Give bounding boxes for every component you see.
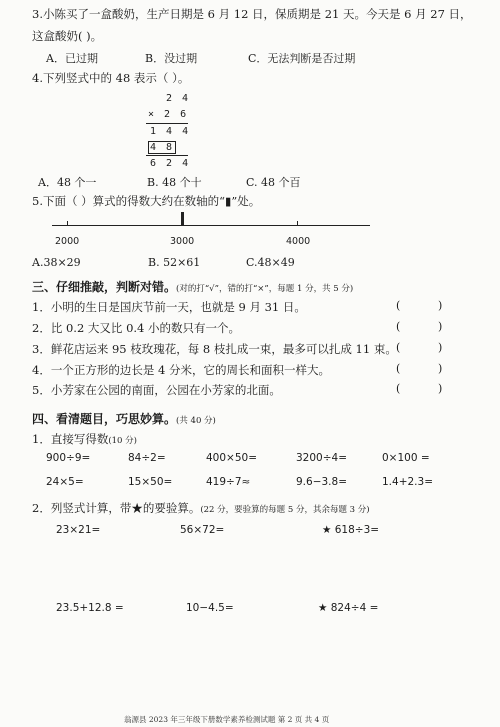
calc-item: 10−4.5= bbox=[186, 602, 234, 614]
calc-item: 9.6−3.8= bbox=[296, 476, 347, 488]
calc-item: 1.4+2.3= bbox=[382, 476, 433, 488]
vertical-rule-2 bbox=[146, 155, 188, 156]
vertical-row-4-boxed: 4 8 bbox=[150, 142, 175, 153]
calc-item: 400×50= bbox=[206, 452, 257, 464]
q5-option-c: C.48×49 bbox=[246, 256, 295, 269]
sub1-title bbox=[32, 431, 137, 447]
judge-item-2: 2．比 0.2 大又比 0.4 小的数只有一个。 bbox=[32, 321, 241, 335]
vertical-rule-1 bbox=[146, 123, 188, 124]
calc-item: 3200÷4= bbox=[296, 452, 347, 464]
calc-item: 0×100 = bbox=[382, 452, 430, 464]
section-3-title bbox=[32, 278, 353, 295]
q3-option-c: C．无法判断是否过期 bbox=[248, 52, 356, 65]
section-4-note: (共 40 分) bbox=[176, 416, 216, 426]
q5-option-b: B. 52×61 bbox=[148, 256, 201, 269]
q5-option-a: A.38×29 bbox=[32, 256, 81, 269]
tick-2000 bbox=[67, 221, 68, 226]
paren-close-2: ) bbox=[438, 320, 443, 333]
tick-4000 bbox=[297, 221, 298, 226]
section-3-heading: 三、仔细推敲，判断对错。 bbox=[32, 280, 177, 294]
calc-item: 23×21= bbox=[56, 524, 101, 536]
q4-option-c: C. 48 个百 bbox=[246, 176, 301, 189]
sub1-heading: 1．直接写得数 bbox=[32, 432, 109, 446]
calc-item: 15×50= bbox=[128, 476, 173, 488]
calc-item: ★ 618÷3= bbox=[322, 524, 380, 536]
tick-label-4000: 4000 bbox=[286, 236, 311, 247]
paren-close-4: ) bbox=[438, 362, 443, 375]
vertical-row-2: × 2 6 bbox=[148, 109, 189, 120]
paren-open-2: ( bbox=[396, 320, 401, 333]
sub2-heading: 2．列竖式计算，带★的要验算。 bbox=[32, 501, 201, 515]
sub1-note: (10 分) bbox=[108, 436, 137, 446]
paren-open-4: ( bbox=[396, 362, 401, 375]
calc-item: 84÷2= bbox=[128, 452, 166, 464]
q3-option-b: B．没过期 bbox=[145, 52, 198, 65]
vertical-row-5: 6 2 4 bbox=[150, 158, 191, 169]
tick-label-3000: 3000 bbox=[170, 236, 195, 247]
paren-open-1: ( bbox=[396, 299, 401, 312]
calc-item: ★ 824÷4 = bbox=[318, 602, 379, 614]
paren-close-1: ) bbox=[438, 299, 443, 312]
sub2-title bbox=[32, 500, 370, 516]
calc-item: 419÷7≈ bbox=[206, 476, 251, 488]
q4-option-a: A．48 个一 bbox=[38, 176, 97, 189]
calc-item: 900÷9= bbox=[46, 452, 91, 464]
number-line-marker bbox=[181, 212, 184, 225]
judge-item-3: 3．鲜花店运来 95 枝玫瑰花，每 8 枝扎成一束，最多可以扎成 11 束。 bbox=[32, 342, 397, 356]
judge-item-5: 5．小芳家在公园的南面，公园在小芳家的北面。 bbox=[32, 383, 281, 397]
calc-item: 56×72= bbox=[180, 524, 225, 536]
page-footer: 翁源县 2023 年三年级下册数学素养检测试题 第 2 页 共 4 页 bbox=[124, 715, 330, 724]
judge-item-4: 4．一个正方形的边长是 4 分米，它的周长和面积一样大。 bbox=[32, 363, 330, 377]
paren-close-3: ) bbox=[438, 341, 443, 354]
number-line-axis bbox=[52, 225, 370, 226]
paren-close-5: ) bbox=[438, 382, 443, 395]
calc-item: 24×5= bbox=[46, 476, 84, 488]
q4-stem: 4.下列竖式中的 48 表示（ ）。 bbox=[32, 71, 190, 85]
section-4-title bbox=[32, 410, 216, 427]
tick-label-2000: 2000 bbox=[55, 236, 80, 247]
q4-option-b: B. 48 个十 bbox=[147, 176, 202, 189]
section-3-note: (对的打“√”，错的打“×”，每题 1 分，共 5 分) bbox=[176, 284, 354, 294]
paren-open-5: ( bbox=[396, 382, 401, 395]
q3-line2: 这盒酸奶( )。 bbox=[32, 29, 103, 43]
q5-stem: 5.下面（ ）算式的得数大约在数轴的“▮”处。 bbox=[32, 194, 261, 208]
vertical-row-3: 1 4 4 bbox=[150, 126, 191, 137]
q3-line1: 3.小陈买了一盒酸奶，生产日期是 6 月 12 日，保质期是 21 天。今天是 6 月 27 日， bbox=[32, 7, 472, 21]
judge-item-1: 1．小明的生日是国庆节前一天，也就是 9 月 31 日。 bbox=[32, 300, 306, 314]
calc-item: 23.5+12.8 = bbox=[56, 602, 124, 614]
vertical-row-1: 2 4 bbox=[166, 93, 191, 104]
paren-open-3: ( bbox=[396, 341, 401, 354]
sub2-note: (22 分，要验算的每题 5 分，其余每题 3 分) bbox=[200, 505, 370, 515]
section-4-heading: 四、看清题目，巧思妙算。 bbox=[32, 412, 177, 426]
q3-option-a: A．已过期 bbox=[46, 52, 98, 65]
